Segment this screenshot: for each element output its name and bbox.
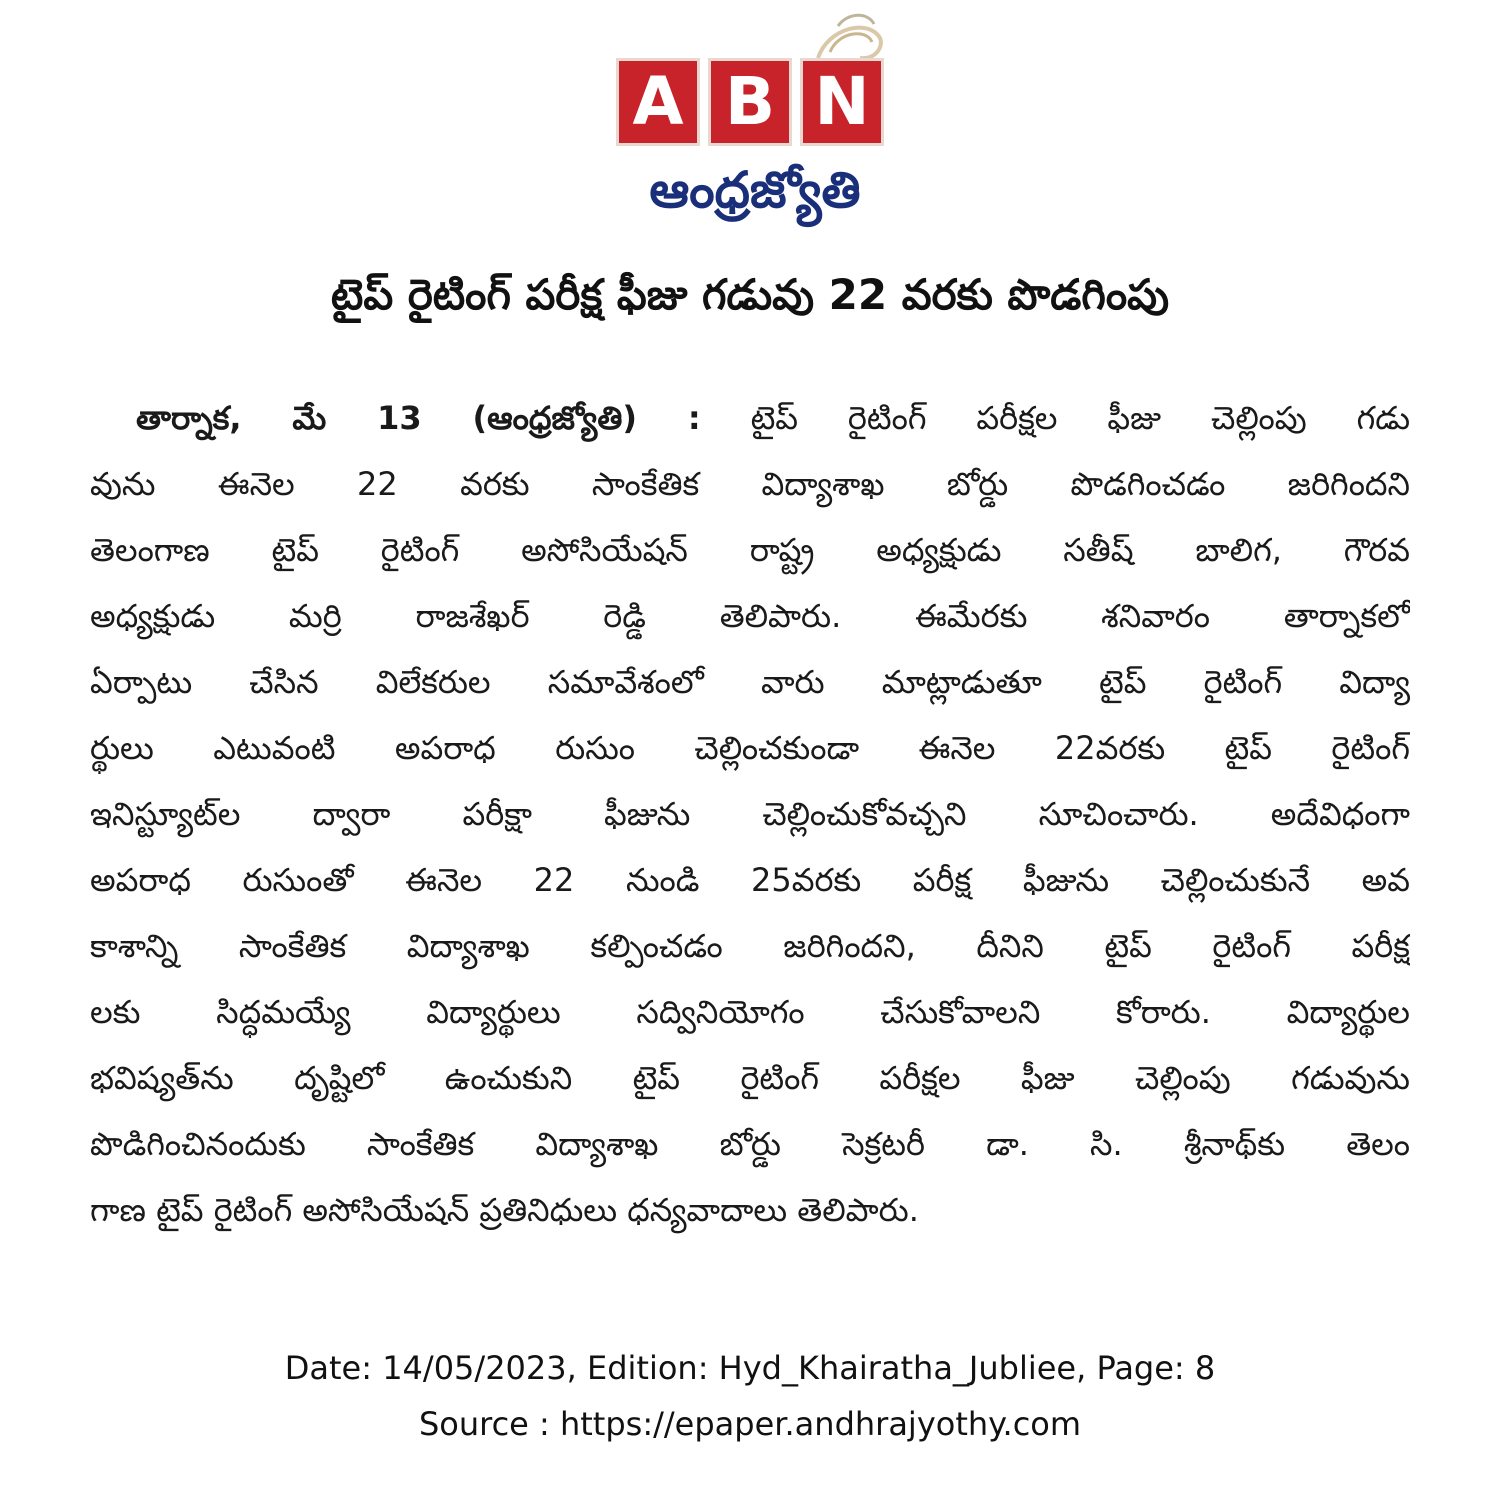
article-line: తెలంగాణ టైప్ రైటింగ్ అసోసియేషన్ రాష్ట్ర అధ్యక్షుడు సతీష్ బాలిగ, గౌరవ <box>90 531 1410 569</box>
footer-source-line: Source : https://epaper.andhrajyothy.com <box>418 1405 1082 1443</box>
article-dateline: తార్నాక, మే 13 (ఆంధ్రజ్యోతి) : <box>136 399 701 437</box>
article-line: ఏర్పాటు చేసిన విలేకరుల సమావేశంలో వారు మాట్లాడుతూ టైప్ రైటింగ్ విద్యా <box>90 663 1410 701</box>
logo-telugu-name: ఆంధ్రజ్యోతి <box>649 161 861 219</box>
masthead <box>0 0 1500 240</box>
article-line <box>90 385 1410 451</box>
logo-letter-b: B <box>708 58 792 146</box>
logo-swirl-icon <box>808 8 888 64</box>
article-line: లకు సిద్ధమయ్యే విద్యార్థులు సద్వినియోగం చేసుకోవాలని కోరారు. విద్యార్థుల <box>90 993 1410 1031</box>
article-line: అధ్యక్షుడు మర్రి రాజశేఖర్ రెడ్డి తెలిపారు. ఈమేరకు శనివారం తార్నాకలో <box>90 597 1410 635</box>
footer-date-line: Date: 14/05/2023, Edition: Hyd_Khairatha_Jubliee, Page: 8 <box>284 1349 1216 1387</box>
article-line: వును ఈనెల 22 వరకు సాంకేతిక విద్యాశాఖ బోర్డు పొడగించడం జరిగిందని <box>90 465 1410 503</box>
logo-letter-a: A <box>616 58 700 146</box>
article-line: భవిష్యత్‌ను దృష్టిలో ఉంచుకుని టైప్ రైటింగ్ పరీక్షల ఫీజు చెల్లింపు గడువును <box>90 1059 1410 1097</box>
article-body <box>90 385 1410 1243</box>
article-line: ర్థులు ఎటువంటి అపరాధ రుసుం చెల్లించకుండా ఈనెల 22వరకు టైప్ రైటింగ్ <box>90 729 1410 767</box>
article-line: కాశాన్ని సాంకేతిక విద్యాశాఖ కల్పించడం జరిగిందని, దీనిని టైప్ రైటింగ్ పరీక్ష <box>90 927 1410 965</box>
article-line-text: టైప్ రైటింగ్ పరీక్షల ఫీజు చెల్లింపు గడు <box>750 399 1410 437</box>
source-footer <box>0 1340 1500 1452</box>
article-headline: టైప్ రైటింగ్ పరీక్ష ఫీజు గడువు 22 వరకు పొడగింపు <box>330 270 1170 319</box>
article-line: అపరాధ రుసుంతో ఈనెల 22 నుండి 25వరకు పరీక్ష ఫీజును చెల్లించుకునే అవ <box>90 861 1410 899</box>
article-line: గాణ టైప్ రైటింగ్ అసోసియేషన్ ప్రతినిధులు ధన్యవాదాలు తెలిపారు. <box>90 1191 919 1229</box>
article-line: ఇనిస్ట్యూట్‌ల ద్వారా పరీక్షా ఫీజును చెల్లించుకోవచ్చని సూచించారు. అదేవిధంగా <box>90 795 1410 833</box>
abn-logo <box>616 58 886 148</box>
article-line: పొడిగించినందుకు సాంకేతిక విద్యాశాఖ బోర్డు సెక్రటరీ డా. సి. శ్రీనాథ్‌కు తెలం <box>90 1125 1410 1163</box>
logo-letter-n: N <box>800 58 884 146</box>
